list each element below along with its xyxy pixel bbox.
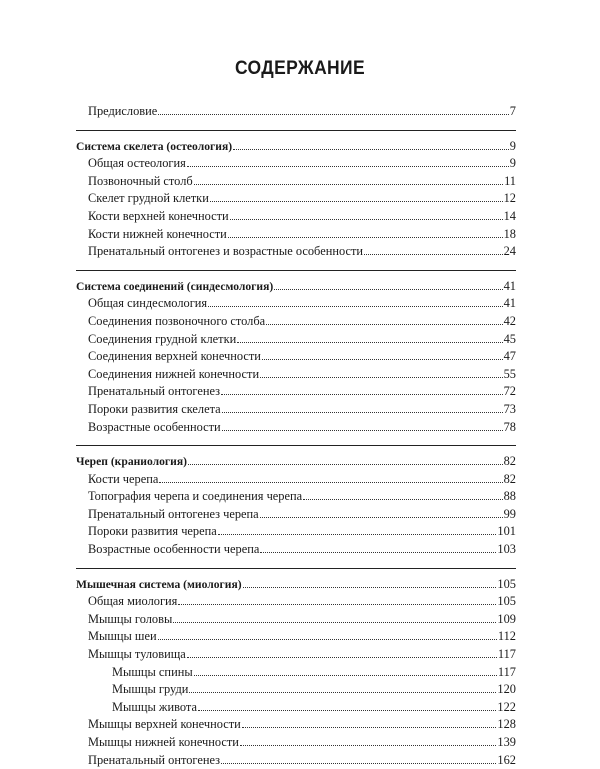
toc-entry: [76, 699, 516, 717]
toc-page-number: 82: [503, 454, 516, 469]
toc-entry-title: Возрастные особенности черепа: [88, 542, 260, 557]
toc-section-heading: [76, 278, 516, 296]
dot-leader: [198, 710, 496, 711]
toc-page-number: 18: [503, 226, 516, 241]
section-divider: [76, 261, 516, 271]
dot-leader: [188, 464, 503, 465]
toc-entry-title: Общая остеология: [88, 156, 186, 171]
dot-leader: [173, 622, 496, 623]
toc-page-number: 47: [503, 349, 516, 364]
toc-page-number: 72: [503, 384, 516, 399]
toc-entry: [76, 523, 516, 541]
toc-entry: [76, 593, 516, 611]
toc-section-heading: [76, 138, 516, 156]
toc-entry: [76, 208, 516, 226]
toc-entry: [76, 313, 516, 331]
dot-leader: [274, 289, 502, 290]
toc-entry-title: Пренатальный онтогенез и возрастные особенности: [88, 244, 364, 259]
toc-entry-title: Система скелета (остеология): [76, 139, 233, 153]
dot-leader: [221, 763, 496, 764]
dot-leader: [303, 499, 502, 500]
dot-leader: [243, 587, 497, 588]
dot-leader: [178, 604, 496, 605]
dot-leader: [228, 237, 503, 238]
toc-entry: [76, 401, 516, 419]
toc-entry: [76, 541, 516, 559]
toc-page-number: 78: [503, 419, 516, 434]
toc-entry-title: Череп (краниология): [76, 455, 187, 469]
dot-leader: [266, 324, 502, 325]
toc-entry-title: Пороки развития скелета: [88, 401, 221, 416]
dot-leader: [233, 149, 509, 150]
toc-entry-title: Топография черепа и соединения черепа: [88, 489, 303, 504]
toc-entry-title: Мышечная система (миология): [76, 577, 242, 591]
toc-entry-title: Мышцы туловища: [88, 647, 186, 662]
toc-page-number: 101: [497, 524, 516, 539]
toc-entry: [76, 646, 516, 664]
toc-page-number: 7: [509, 104, 516, 118]
toc-entry: [76, 295, 516, 313]
toc-entry: [76, 243, 516, 261]
dot-leader: [222, 430, 503, 431]
toc-section-heading: [76, 576, 516, 594]
toc-entry: [76, 628, 516, 646]
toc-entry-title: Предисловие: [88, 104, 158, 118]
toc-entry-title: Скелет грудной клетки: [88, 191, 209, 206]
toc-entry-title: Общая синдесмология: [88, 296, 208, 311]
toc-page-number: 139: [497, 735, 516, 749]
table-of-contents: [76, 103, 516, 769]
dot-leader: [187, 166, 509, 167]
toc-page-number: 162: [497, 752, 516, 767]
toc-entry-title: Пренатальный онтогенез: [88, 752, 221, 767]
toc-page-number: 11: [504, 173, 516, 188]
toc-entry: [76, 383, 516, 401]
toc-page-number: 55: [503, 366, 516, 381]
toc-page-number: 42: [503, 313, 516, 328]
toc-page-number: 99: [503, 506, 516, 521]
toc-page-number: 103: [497, 542, 516, 557]
dot-leader: [210, 201, 503, 202]
toc-entry-title: Кости нижней конечности: [88, 226, 227, 241]
toc-entry: [76, 155, 516, 173]
dot-leader: [187, 657, 497, 658]
toc-entry: [76, 331, 516, 349]
dot-leader: [222, 412, 503, 413]
toc-entry-title: Мышцы груди: [112, 682, 189, 697]
toc-entry-title: Мышцы живота: [112, 699, 197, 714]
toc-entry: [76, 752, 516, 769]
toc-entry: [76, 366, 516, 384]
toc-page-number: 41: [503, 278, 516, 293]
dot-leader: [242, 727, 497, 728]
toc-page-number: 112: [497, 629, 516, 644]
toc-entry: [76, 348, 516, 366]
dot-leader: [158, 114, 509, 115]
toc-entry: [76, 226, 516, 244]
toc-entry-title: Соединения нижней конечности: [88, 366, 260, 381]
dot-leader: [194, 675, 497, 676]
toc-entry: [76, 190, 516, 208]
dot-leader: [194, 184, 503, 185]
dot-leader: [158, 639, 497, 640]
section-divider: [76, 436, 516, 446]
dot-leader: [260, 517, 503, 518]
toc-page-number: 105: [497, 576, 516, 591]
toc-entry: [76, 173, 516, 191]
toc-entry-title: Возрастные особенности: [88, 419, 221, 434]
toc-entry: [76, 681, 516, 699]
toc-entry-title: Пренатальный онтогенез: [88, 384, 221, 399]
dot-leader: [218, 534, 497, 535]
toc-entry: [76, 471, 516, 489]
page-title: СОДЕРЖАНИЕ: [234, 58, 366, 79]
toc-entry: [76, 734, 516, 752]
toc-page-number: 41: [503, 296, 516, 311]
toc-page-number: 122: [497, 699, 516, 714]
toc-entry-title: Кости верхней конечности: [88, 208, 229, 223]
toc-entry-title: Общая миология: [88, 594, 178, 609]
toc-entry: [76, 611, 516, 629]
toc-page-number: 109: [497, 611, 516, 626]
toc-entry: [76, 506, 516, 524]
toc-entry: [76, 103, 516, 121]
toc-page-number: 9: [509, 138, 516, 153]
toc-section-heading: [76, 453, 516, 471]
dot-leader: [189, 692, 496, 693]
toc-entry-title: Мышцы головы: [88, 611, 173, 626]
toc-page-number: 12: [503, 191, 516, 206]
toc-entry-title: Позвоночный столб: [88, 173, 193, 188]
toc-entry-title: Мышцы спины: [112, 664, 193, 679]
toc-entry-title: Мышцы нижней конечности: [88, 735, 239, 749]
toc-page-number: 105: [497, 594, 516, 609]
dot-leader: [260, 552, 496, 553]
toc-page-number: 82: [503, 471, 516, 486]
section-divider: [76, 121, 516, 131]
dot-leader: [262, 359, 503, 360]
toc-page-number: 45: [503, 331, 516, 346]
toc-entry-title: Соединения верхней конечности: [88, 349, 261, 364]
toc-entry: [76, 664, 516, 682]
toc-entry-title: Мышцы шеи: [88, 629, 157, 644]
toc-entry: [76, 419, 516, 437]
toc-entry-title: Пренатальный онтогенез черепа: [88, 506, 259, 521]
toc-page-number: 88: [503, 489, 516, 504]
toc-entry-title: Кости черепа: [88, 471, 159, 486]
toc-page-number: 120: [497, 682, 516, 697]
dot-leader: [260, 377, 503, 378]
toc-entry-title: Система соединений (синдесмология): [76, 279, 274, 293]
toc-page-number: 128: [497, 717, 516, 732]
toc-entry-title: Пороки развития черепа: [88, 524, 217, 539]
toc-entry-title: Соединения позвоночного столба: [88, 313, 266, 328]
dot-leader: [237, 342, 502, 343]
toc-entry-title: Мышцы верхней конечности: [88, 717, 241, 732]
toc-page-number: 117: [497, 664, 516, 679]
toc-page-number: 24: [503, 244, 516, 259]
dot-leader: [240, 745, 496, 746]
section-divider: [76, 559, 516, 569]
toc-page-number: 117: [497, 647, 516, 662]
toc-page-number: 73: [503, 401, 516, 416]
toc-page-number: 14: [503, 208, 516, 223]
dot-leader: [230, 219, 503, 220]
toc-entry: [76, 488, 516, 506]
toc-entry: [76, 716, 516, 734]
dot-leader: [364, 254, 503, 255]
toc-page-number: 9: [509, 156, 516, 171]
toc-entry-title: Соединения грудной клетки: [88, 331, 237, 346]
dot-leader: [159, 482, 502, 483]
dot-leader: [208, 306, 502, 307]
dot-leader: [221, 394, 503, 395]
